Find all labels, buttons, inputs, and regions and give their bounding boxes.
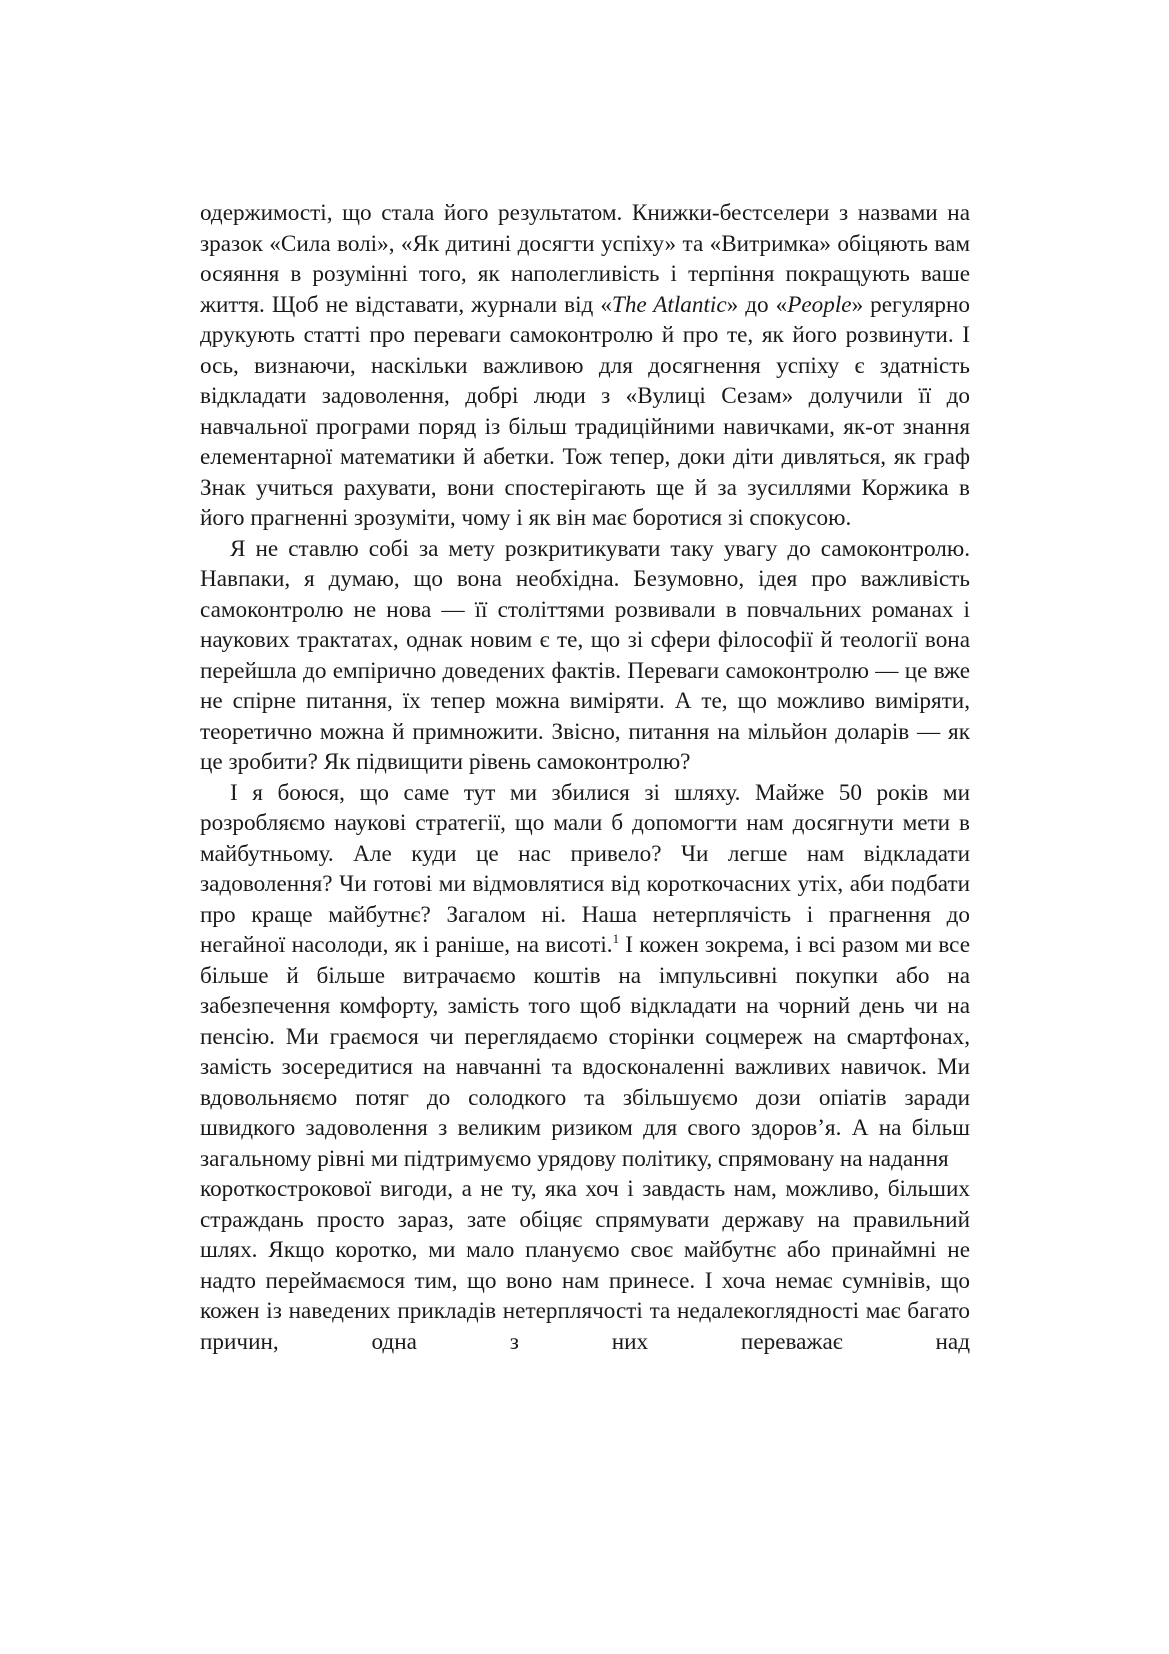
text-segment: І кожен зокрема, і всі разом ми все більше й більше витрачаємо коштів на імпульсивні покупки або на забезпечення комфорту, замість того щоб відкладати на чорний день чи на пенсію. Ми граємося чи переглядаємо сторінки соцмереж на смартфонах, замість зосередитися на навчанні та вдосконаленні важливих навичок. Ми вдовольняємо потяг до солодкого та збільшуємо дози опіатів заради швидкого задоволення з великим ризиком для свого здоров’я. А на більш загальному рівні ми підтримуємо урядову політику, спрямовану на надання — [200, 932, 970, 1172]
paragraph-4 — [200, 1174, 970, 1357]
text-segment: короткострокової вигоди, а не ту, яка хоч і завдасть нам, можливо, більших страждань просто зараз, зате обіцяє спрямувати державу на правильний шлях. Якщо коротко, ми мало плануємо своє майбутнє або принаймні не надто переймаємося тим, що воно нам принесе. І хоча немає сумнівів, що кожен із наведених прикладів нетерплячості та недалекоглядності має багато причин, одна з них переважає над — [200, 1176, 970, 1355]
paragraph-3 — [200, 778, 970, 1175]
magazine-title-the-atlantic: The Atlantic — [611, 291, 727, 318]
text-segment: » до « — [726, 291, 788, 318]
paragraph-2 — [200, 534, 970, 778]
magazine-title-people: People — [787, 291, 852, 318]
text-segment: Я не ставлю собі за мету розкритикувати таку увагу до самоконтролю. Навпаки, я думаю, що вона необхідна. Безумовно, ідея про важливість самоконтролю не нова — її століттями розвивали в повчальних романах і наукових трактатах, однак новим є те, що зі сфери філософії й теології вона перейшла до емпірично доведених фактів. Переваги самоконтролю — це вже не спірне питання, їх тепер можна виміряти. А те, що можливо виміряти, теоретично можна й примножити. Звісно, питання на мільйон доларів — як це зробити? Як підвищити рівень самоконтролю? — [200, 535, 970, 775]
text-segment: » регулярно друкують статті про переваги самоконтролю й про те, як його розвинути. І ось, визнаючи, наскільки важливою для досягнення успіху є здатність відкладати задоволення, добрі люди з «Вулиці Сезам» долучили її до навчальної програми поряд із більш традиційними навичками, як-от знання елементарної математики й абетки. Тож тепер, доки діти дивляться, як граф Знак учиться рахувати, вони спостерігають ще й за зусиллями Коржика в його прагненні зрозуміти, чому і як він має боротися зі спокусою. — [200, 291, 970, 531]
paragraph-1 — [200, 198, 970, 534]
text-segment: одержимості, що стала його результатом. Книжки-бестселери з назвами на зразок «Сила волі», «Як дитині досягти успіху» та «Витримка» обіцяють вам осяяння в розумінні того, як наполегливість і терпіння покращують ваше життя. Щоб не відставати, журнали від « — [200, 200, 970, 318]
body-text — [200, 198, 970, 1357]
text-segment: І я боюся, що саме тут ми збилися зі шляху. Майже 50 років ми розробляємо наукові стратегії, що мали б допомогти нам досягнути мети в майбутньому. Але куди це нас привело? Чи легше нам відкладати задоволення? Чи готові ми відмовлятися від короткочасних утіх, аби подбати про краще майбутнє? Загалом ні. Наша нетерплячість і прагнення до негайної насолоди, як і раніше, на висоті. — [200, 779, 970, 958]
footnote-marker: 1 — [612, 931, 620, 946]
